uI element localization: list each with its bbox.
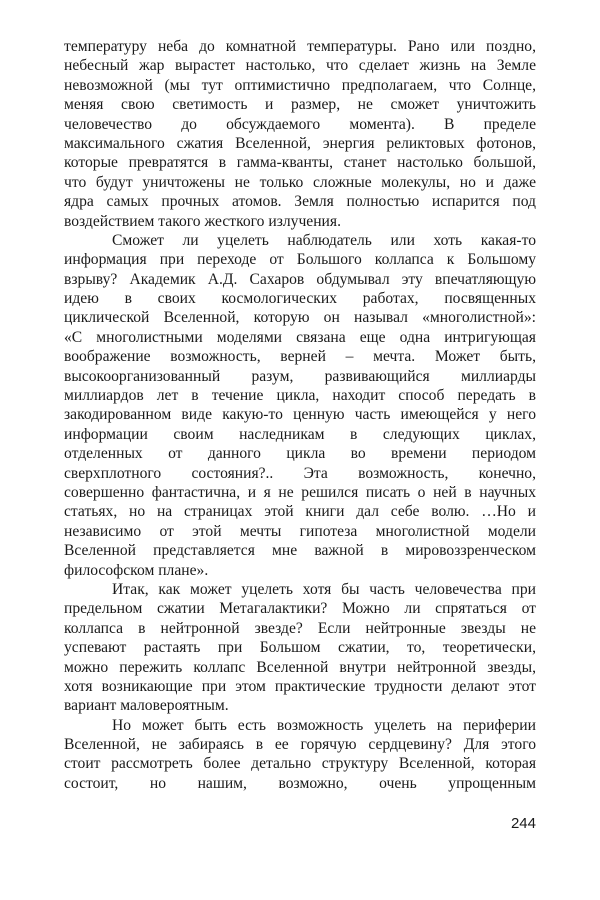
text-line: высокоорганизованный разум, развивающийся миллиарды <box>64 367 536 385</box>
text-line: циклической Вселенной, которую он называл «многолистной»: <box>64 309 536 327</box>
text-line: стоит рассмотреть более детально структуру Вселенной, которая <box>64 755 536 773</box>
text-line: закодированном виде какую-то ценную часть имеющейся у него <box>64 406 536 424</box>
text-line: информация при переходе от Большого коллапса к Большому <box>64 251 536 269</box>
text-line: которые превратятся в гамма-кванты, станет настолько большой, <box>64 154 536 172</box>
text-line: хотя возникающие при этом практические трудности делают этот <box>64 677 536 695</box>
text-line: миллиардов лет в течение цикла, находит способ передать в <box>64 387 536 405</box>
text-line: человечество до обсуждаемого момента). В пределе <box>64 115 536 133</box>
text-line: Но может быть есть возможность уцелеть на периферии <box>112 716 536 734</box>
text-line: воображение возможность, верней – мечта. Может быть, <box>64 348 536 366</box>
text-line: Итак, как может уцелеть хотя бы часть человечества при <box>112 580 536 598</box>
text-line: предельном сжатии Метагалактики? Можно ли спрятаться от <box>64 600 536 618</box>
text-line: взрыву? Академик А.Д. Сахаров обдумывал эту впечатляющую <box>64 270 536 288</box>
text-line: независимо от этой мечты гипотеза многолистной модели <box>64 522 536 540</box>
text-line: меняя свою светимость и размер, не сможет уничтожить <box>64 96 536 114</box>
text-line: небесный жар вырастет настолько, что сделает жизнь на Земле <box>64 57 536 75</box>
text-line: сверхплотного состояния?.. Эта возможность, конечно, <box>64 464 536 482</box>
text-line: невозможной (мы тут оптимистично предполагаем, что Солнце, <box>64 76 536 94</box>
text-line: воздействием такого жесткого излучения. <box>64 212 341 230</box>
text-line: отделенных от данного цикла во времени периодом <box>64 445 536 463</box>
page-number: 244 <box>510 815 536 832</box>
text-line: температуру неба до комнатной температуры. Рано или поздно, <box>64 38 536 55</box>
text-line: информации своим наследникам в следующих циклах, <box>64 425 536 443</box>
text-line: коллапса в нейтронной звезде? Если нейтронные звезды не <box>64 619 536 637</box>
text-line: «С многолистными моделями связана еще одна интригующая <box>64 328 536 346</box>
text-line: можно пережить коллапс Вселенной внутри нейтронной звезды, <box>64 658 536 676</box>
text-line: максимального сжатия Вселенной, энергия реликтовых фотонов, <box>64 134 536 152</box>
text-line: совершенно фантастична, и я не решился писать о ней в научных <box>64 483 536 501</box>
text-line: состоит, но нашим, возможно, очень упрощенным <box>64 774 536 792</box>
text-line: философском плане». <box>64 561 209 579</box>
text-line: Сможет ли уцелеть наблюдатель или хоть какая-то <box>112 231 536 249</box>
text-line: что будут уничтожены не только сложные молекулы, но и даже <box>64 173 536 191</box>
text-line: Вселенной, не забираясь в ее горячую сердцевину? Для этого <box>64 736 536 754</box>
body-text <box>64 37 536 793</box>
text-line: статьях, но на страницах этой книги дал себе волю. …Но и <box>64 503 536 521</box>
text-line: идею в своих космологических работах, посвященных <box>64 290 536 308</box>
text-line: Вселенной представляется мне важной в мировоззренческом <box>64 542 536 560</box>
text-line: успевают растаять при Большом сжатии, то, теоретически, <box>64 639 536 657</box>
text-line: ядра самых прочных атомов. Земля полностью испарится под <box>64 193 536 211</box>
text-line: вариант маловероятным. <box>64 697 229 715</box>
